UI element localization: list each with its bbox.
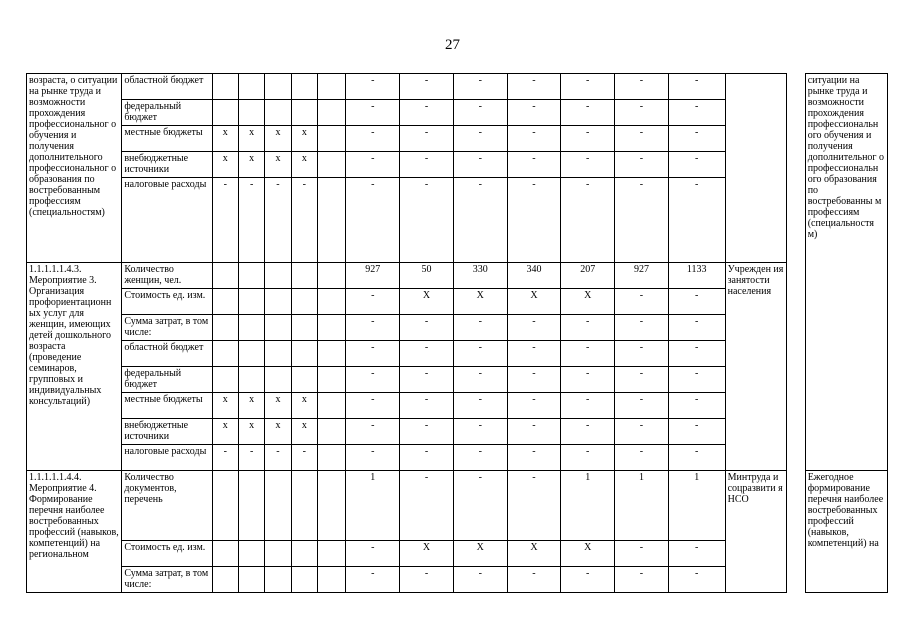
source-cell: x (291, 152, 317, 178)
source-cell (238, 263, 264, 289)
value-cell: - (453, 74, 507, 100)
value-cell: - (453, 126, 507, 152)
source-cell (212, 74, 238, 100)
source-cell (212, 315, 238, 341)
value-cell: - (668, 100, 725, 126)
value-cell: X (507, 289, 561, 315)
value-cell: - (668, 445, 725, 471)
value-cell: X (561, 541, 615, 567)
blank-cell (318, 100, 346, 126)
value-cell: 50 (400, 263, 454, 289)
indicator-label: местные бюджеты (122, 126, 212, 152)
blank-cell (318, 567, 346, 593)
source-cell: x (265, 126, 291, 152)
source-cell (291, 263, 317, 289)
source-cell: x (265, 393, 291, 419)
value-cell: - (400, 341, 454, 367)
source-cell (265, 289, 291, 315)
source-cell (291, 541, 317, 567)
value-cell: - (668, 419, 725, 445)
value-cell: X (561, 289, 615, 315)
value-cell: - (615, 74, 669, 100)
source-cell (291, 471, 317, 541)
value-cell: - (561, 100, 615, 126)
value-cell: 330 (453, 263, 507, 289)
measure-name: возраста, о ситуации на рынке труда и возможности прохождения профессиональног о обучения и получения дополнительного профессиональног о образования по востребованным профессиям (специальностям) (27, 74, 122, 263)
value-cell: - (615, 315, 669, 341)
source-cell (265, 541, 291, 567)
value-cell: - (346, 393, 400, 419)
source-cell: x (265, 419, 291, 445)
indicator-label: местные бюджеты (122, 393, 212, 419)
value-cell: - (615, 126, 669, 152)
value-cell: - (615, 393, 669, 419)
value-cell: - (400, 393, 454, 419)
value-cell: - (346, 315, 400, 341)
executor-cell (725, 74, 787, 263)
value-cell: - (507, 100, 561, 126)
source-cell (291, 315, 317, 341)
source-cell (238, 74, 264, 100)
source-cell (265, 341, 291, 367)
value-cell: - (346, 341, 400, 367)
value-cell: - (507, 393, 561, 419)
source-cell (212, 471, 238, 541)
blank-cell (318, 289, 346, 315)
value-cell: - (561, 367, 615, 393)
source-cell (291, 289, 317, 315)
source-cell: x (212, 419, 238, 445)
value-cell: 1 (668, 471, 725, 541)
indicator-label: федеральный бюджет (122, 100, 212, 126)
source-cell (212, 289, 238, 315)
value-cell: - (400, 419, 454, 445)
value-cell: - (400, 367, 454, 393)
table-row (27, 263, 888, 289)
blank-cell (318, 419, 346, 445)
value-cell: - (346, 567, 400, 593)
value-cell: - (346, 419, 400, 445)
source-cell (291, 100, 317, 126)
value-cell: - (400, 567, 454, 593)
value-cell: - (453, 315, 507, 341)
value-cell: - (400, 178, 454, 263)
value-cell: 927 (615, 263, 669, 289)
value-cell: X (400, 541, 454, 567)
value-cell: - (400, 152, 454, 178)
value-cell: 1133 (668, 263, 725, 289)
value-cell: - (453, 341, 507, 367)
value-cell: X (507, 541, 561, 567)
value-cell: - (507, 126, 561, 152)
source-cell (238, 315, 264, 341)
value-cell: - (561, 445, 615, 471)
blank-cell (318, 263, 346, 289)
value-cell: - (400, 74, 454, 100)
source-cell: - (238, 445, 264, 471)
blank-cell (318, 471, 346, 541)
value-cell: - (346, 541, 400, 567)
value-cell: - (346, 100, 400, 126)
value-cell: - (615, 289, 669, 315)
value-cell: - (615, 367, 669, 393)
value-cell: - (346, 178, 400, 263)
value-cell: - (400, 445, 454, 471)
indicator-label: областной бюджет (122, 341, 212, 367)
value-cell: - (400, 126, 454, 152)
source-cell (212, 541, 238, 567)
value-cell: - (507, 315, 561, 341)
blank-cell (318, 341, 346, 367)
value-cell: 207 (561, 263, 615, 289)
source-cell: - (291, 178, 317, 263)
blank-cell (318, 126, 346, 152)
indicator-label: внебюджетные источники (122, 152, 212, 178)
value-cell: - (668, 315, 725, 341)
value-cell: - (507, 341, 561, 367)
value-cell: - (453, 393, 507, 419)
value-cell: - (615, 445, 669, 471)
value-cell: - (668, 541, 725, 567)
indicator-label: налоговые расходы (122, 445, 212, 471)
source-cell (238, 567, 264, 593)
source-cell: x (238, 419, 264, 445)
indicator-label: Количество женщин, чел. (122, 263, 212, 289)
source-cell (212, 341, 238, 367)
table-row (27, 74, 888, 100)
value-cell: - (400, 471, 454, 541)
source-cell (212, 567, 238, 593)
source-cell: x (265, 152, 291, 178)
table-row (27, 471, 888, 541)
measure-name: 1.1.1.1.1.4.4. Мероприятие 4. Формирование перечня наиболее востребованных профессий (навыков, компетенций) на региональном (27, 471, 122, 593)
source-cell: x (238, 126, 264, 152)
value-cell: - (507, 74, 561, 100)
value-cell: - (668, 567, 725, 593)
value-cell: - (400, 100, 454, 126)
source-cell: - (265, 178, 291, 263)
value-cell: - (615, 100, 669, 126)
source-cell (265, 100, 291, 126)
value-cell: - (346, 445, 400, 471)
value-cell: - (561, 315, 615, 341)
source-cell (238, 341, 264, 367)
value-cell: - (561, 152, 615, 178)
source-cell (265, 315, 291, 341)
indicator-label: внебюджетные источники (122, 419, 212, 445)
value-cell: - (615, 419, 669, 445)
value-cell: - (668, 178, 725, 263)
source-cell (265, 263, 291, 289)
value-cell: - (668, 367, 725, 393)
source-cell: - (238, 178, 264, 263)
source-cell (265, 471, 291, 541)
source-cell: x (291, 126, 317, 152)
value-cell: - (346, 74, 400, 100)
value-cell: - (615, 152, 669, 178)
value-cell: - (668, 126, 725, 152)
value-cell: - (453, 567, 507, 593)
value-cell: - (346, 289, 400, 315)
source-cell (291, 567, 317, 593)
source-cell (212, 100, 238, 126)
value-cell: - (453, 152, 507, 178)
value-cell: - (561, 126, 615, 152)
value-cell: - (561, 567, 615, 593)
value-cell: - (507, 445, 561, 471)
measure-name: 1.1.1.1.1.4.3. Мероприятие 3. Организация профориентационн ых услуг для женщин, имеющих детей дошкольного возраста (проведение семинаров, групповых и индивидуальных консультаций) (27, 263, 122, 471)
indicator-label: Стоимость ед. изм. (122, 541, 212, 567)
source-cell (238, 100, 264, 126)
source-cell (238, 541, 264, 567)
source-cell: - (212, 178, 238, 263)
blank-cell (318, 541, 346, 567)
blank-cell (318, 74, 346, 100)
source-cell (265, 74, 291, 100)
blank-cell (318, 445, 346, 471)
value-cell: - (346, 367, 400, 393)
source-cell: x (212, 152, 238, 178)
source-cell (291, 74, 317, 100)
value-cell: X (453, 289, 507, 315)
page-number: 27 (445, 37, 460, 53)
blank-cell (318, 367, 346, 393)
value-cell: - (346, 126, 400, 152)
gap-cell (787, 471, 805, 593)
value-cell: - (507, 419, 561, 445)
value-cell: - (561, 341, 615, 367)
blank-cell (318, 178, 346, 263)
executor-cell: Учрежден ия занятости населения (725, 263, 787, 471)
indicator-label: Стоимость ед. изм. (122, 289, 212, 315)
source-cell: x (238, 152, 264, 178)
value-cell: X (400, 289, 454, 315)
value-cell: - (561, 74, 615, 100)
program-table (26, 73, 888, 593)
value-cell: - (507, 471, 561, 541)
indicator-label: областной бюджет (122, 74, 212, 100)
value-cell: - (453, 419, 507, 445)
source-cell: x (212, 126, 238, 152)
value-cell: 1 (561, 471, 615, 541)
value-cell: - (507, 367, 561, 393)
gap-cell (787, 263, 805, 471)
source-cell: - (291, 445, 317, 471)
executor-cell: Минтруда и соцразвити я НСО (725, 471, 787, 593)
value-cell: 927 (346, 263, 400, 289)
indicator-label: налоговые расходы (122, 178, 212, 263)
value-cell: - (507, 178, 561, 263)
value-cell: - (615, 567, 669, 593)
value-cell: 1 (615, 471, 669, 541)
source-cell (265, 367, 291, 393)
value-cell: - (453, 178, 507, 263)
value-cell: - (668, 74, 725, 100)
indicator-label: Сумма затрат, в том числе: (122, 567, 212, 593)
source-cell: - (212, 445, 238, 471)
value-cell: - (453, 100, 507, 126)
source-cell: - (265, 445, 291, 471)
value-cell: - (561, 419, 615, 445)
value-cell: - (668, 289, 725, 315)
value-cell: X (453, 541, 507, 567)
source-cell (212, 263, 238, 289)
gap-cell (787, 74, 805, 263)
value-cell: - (615, 178, 669, 263)
value-cell: - (453, 445, 507, 471)
blank-cell (318, 152, 346, 178)
value-cell: 340 (507, 263, 561, 289)
value-cell: 1 (346, 471, 400, 541)
source-cell (238, 367, 264, 393)
source-cell: x (291, 419, 317, 445)
source-cell: x (238, 393, 264, 419)
source-cell: x (291, 393, 317, 419)
value-cell: - (507, 567, 561, 593)
indicator-label: Количество документов, перечень (122, 471, 212, 541)
source-cell (265, 567, 291, 593)
value-cell: - (400, 315, 454, 341)
value-cell: - (561, 393, 615, 419)
value-cell: - (346, 152, 400, 178)
source-cell: x (212, 393, 238, 419)
result-cell: ситуации на рынке труда и возможности прохождения профессиональн ого обучения и получения дополнительног о профессиональн ого образования по востребованны м профессиям (специальностя м) (805, 74, 887, 471)
source-cell (238, 471, 264, 541)
source-cell (291, 341, 317, 367)
value-cell: - (507, 152, 561, 178)
value-cell: - (561, 178, 615, 263)
value-cell: - (668, 152, 725, 178)
value-cell: - (453, 367, 507, 393)
value-cell: - (668, 393, 725, 419)
value-cell: - (453, 471, 507, 541)
value-cell: - (615, 541, 669, 567)
result-cell: Ежегодное формирование перечня наиболее востребованных профессий (навыков, компетенций) на (805, 471, 887, 593)
value-cell: - (615, 341, 669, 367)
blank-cell (318, 315, 346, 341)
value-cell: - (668, 341, 725, 367)
blank-cell (318, 393, 346, 419)
indicator-label: Сумма затрат, в том числе: (122, 315, 212, 341)
source-cell (238, 289, 264, 315)
indicator-label: федеральный бюджет (122, 367, 212, 393)
source-cell (291, 367, 317, 393)
source-cell (212, 367, 238, 393)
